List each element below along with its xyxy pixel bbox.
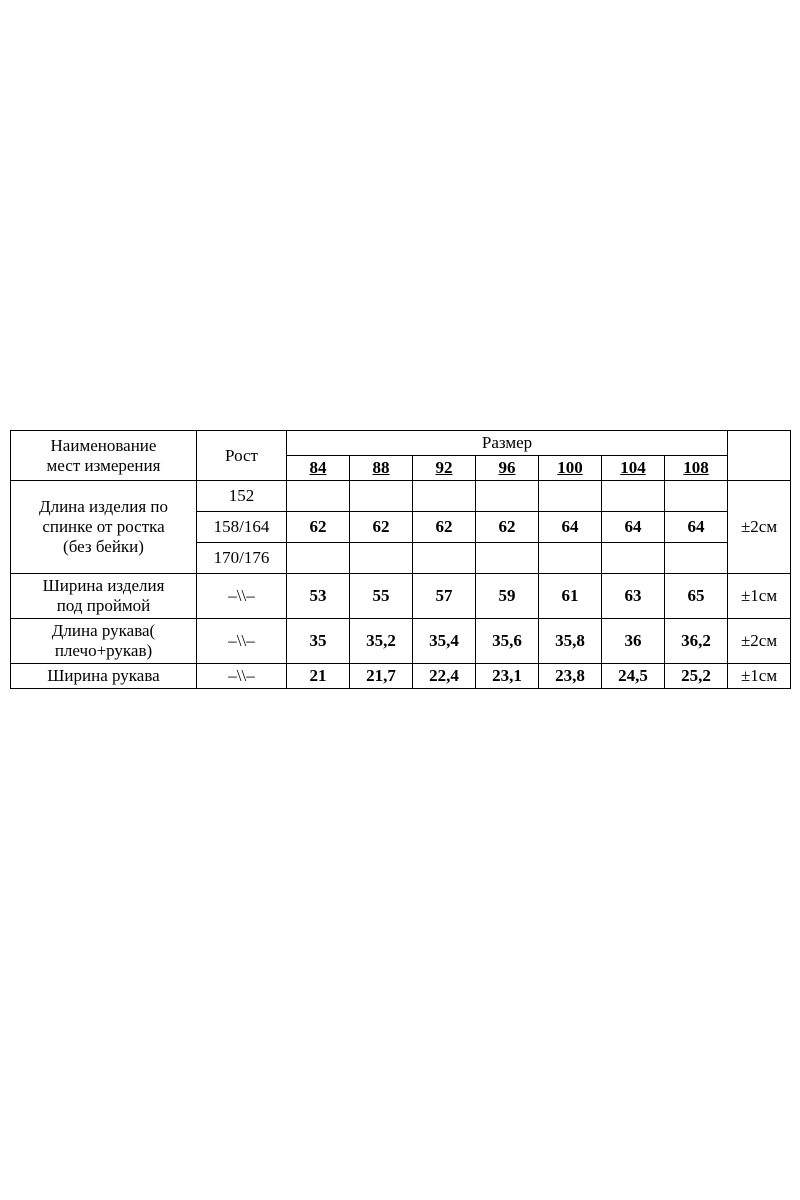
cell-r2-104: 36 — [602, 619, 665, 664]
table-row — [11, 619, 791, 664]
header-measurement-name — [11, 431, 197, 481]
header-size-104: 104 — [602, 456, 665, 481]
cell-r0h0-96 — [476, 481, 539, 512]
cell-r0h2-96 — [476, 543, 539, 574]
cell-r1-108: 65 — [665, 574, 728, 619]
cell-r0h1-92: 62 — [413, 512, 476, 543]
cell-r0h2-88 — [350, 543, 413, 574]
height-ditto-2: –\\– — [197, 619, 287, 664]
row-label-line2: плечо+рукав) — [54, 641, 153, 661]
cell-r0h1-100: 64 — [539, 512, 602, 543]
header-measurement-name-line2: мест измерения — [46, 455, 161, 475]
cell-r2-100: 35,8 — [539, 619, 602, 664]
cell-r0h1-84: 62 — [287, 512, 350, 543]
row-label-line2: спинке от ростка — [42, 517, 165, 537]
size-table — [10, 430, 791, 689]
cell-r0h2-84 — [287, 543, 350, 574]
header-size-108: 108 — [665, 456, 728, 481]
cell-r3-104: 24,5 — [602, 664, 665, 689]
cell-r1-92: 57 — [413, 574, 476, 619]
table-row — [11, 574, 791, 619]
cell-r3-88: 21,7 — [350, 664, 413, 689]
table-row — [11, 664, 791, 689]
cell-r2-84: 35 — [287, 619, 350, 664]
height-ditto-1: –\\– — [197, 574, 287, 619]
cell-r0h2-100 — [539, 543, 602, 574]
cell-r1-84: 53 — [287, 574, 350, 619]
header-size-88: 88 — [350, 456, 413, 481]
header-tolerance — [728, 431, 791, 481]
row-label-sleeve-width — [11, 664, 197, 689]
cell-r1-88: 55 — [350, 574, 413, 619]
cell-r0h0-104 — [602, 481, 665, 512]
cell-r0h2-104 — [602, 543, 665, 574]
table-row — [11, 481, 791, 512]
cell-r1-100: 61 — [539, 574, 602, 619]
header-size-100: 100 — [539, 456, 602, 481]
cell-r0h0-88 — [350, 481, 413, 512]
cell-r0h1-96: 62 — [476, 512, 539, 543]
cell-r2-96: 35,6 — [476, 619, 539, 664]
row-label-product-length — [11, 481, 197, 574]
row-label-width-under-armhole — [11, 574, 197, 619]
cell-r0h0-84 — [287, 481, 350, 512]
row-label-line1: Длина изделия по — [38, 497, 169, 517]
row-label-line1: Длина рукава( — [51, 621, 156, 641]
tolerance-width-under-armhole: ±1см — [728, 574, 791, 619]
cell-r0h2-108 — [665, 543, 728, 574]
cell-r0h2-92 — [413, 543, 476, 574]
row-label-sleeve-length — [11, 619, 197, 664]
cell-r0h0-100 — [539, 481, 602, 512]
row-label-line1: Ширина рукава — [47, 666, 160, 686]
cell-r3-96: 23,1 — [476, 664, 539, 689]
cell-r2-88: 35,2 — [350, 619, 413, 664]
size-table-container — [10, 430, 790, 689]
tolerance-sleeve-length: ±2см — [728, 619, 791, 664]
row-label-line1: Ширина изделия — [42, 576, 165, 596]
cell-r3-108: 25,2 — [665, 664, 728, 689]
row-label-line2: под проймой — [56, 596, 151, 616]
cell-r0h0-108 — [665, 481, 728, 512]
header-height: Рост — [197, 431, 287, 481]
cell-r0h1-88: 62 — [350, 512, 413, 543]
row-label-line3: (без бейки) — [63, 537, 144, 557]
height-152: 152 — [197, 481, 287, 512]
height-158-164: 158/164 — [197, 512, 287, 543]
header-size-group: Размер — [287, 431, 728, 456]
cell-r1-104: 63 — [602, 574, 665, 619]
header-size-96: 96 — [476, 456, 539, 481]
cell-r3-84: 21 — [287, 664, 350, 689]
cell-r0h0-92 — [413, 481, 476, 512]
height-ditto-3: –\\– — [197, 664, 287, 689]
cell-r1-96: 59 — [476, 574, 539, 619]
cell-r3-92: 22,4 — [413, 664, 476, 689]
cell-r3-100: 23,8 — [539, 664, 602, 689]
header-measurement-name-line1: Наименование — [50, 435, 157, 455]
header-size-84: 84 — [287, 456, 350, 481]
table-header-row-1 — [11, 431, 791, 456]
tolerance-sleeve-width: ±1см — [728, 664, 791, 689]
cell-r0h1-108: 64 — [665, 512, 728, 543]
header-size-92: 92 — [413, 456, 476, 481]
cell-r2-92: 35,4 — [413, 619, 476, 664]
cell-r0h1-104: 64 — [602, 512, 665, 543]
cell-r2-108: 36,2 — [665, 619, 728, 664]
height-170-176: 170/176 — [197, 543, 287, 574]
tolerance-product-length: ±2см — [728, 481, 791, 574]
